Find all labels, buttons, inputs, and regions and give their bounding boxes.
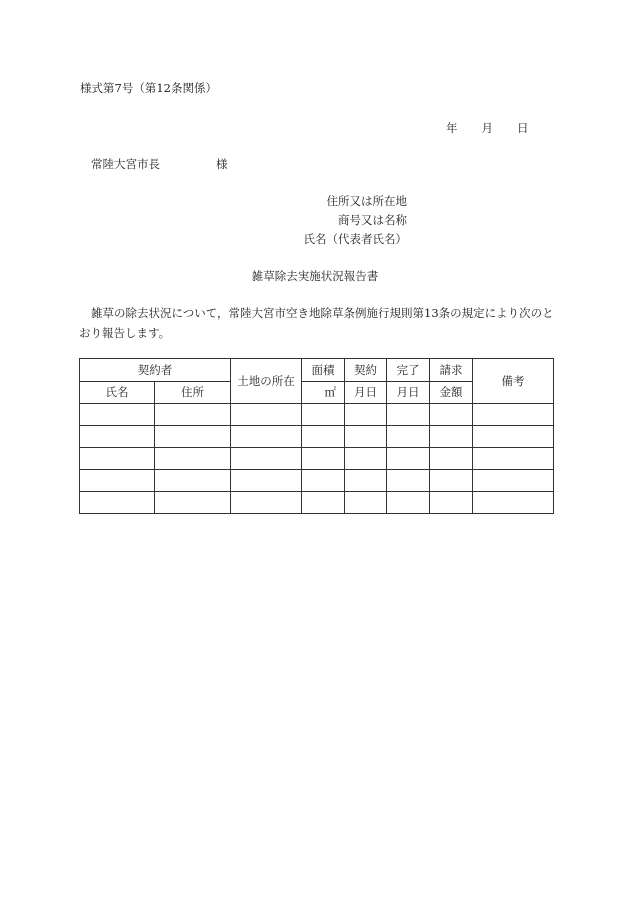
table-cell[interactable] bbox=[231, 404, 302, 426]
header-area: 面積 bbox=[302, 359, 345, 382]
table-cell[interactable] bbox=[345, 492, 387, 514]
table-cell[interactable] bbox=[155, 404, 231, 426]
table-cell[interactable] bbox=[231, 492, 302, 514]
table-cell[interactable] bbox=[302, 426, 345, 448]
table-cell[interactable] bbox=[430, 426, 473, 448]
header-billing-bottom: 金額 bbox=[430, 381, 473, 404]
table-cell[interactable] bbox=[387, 492, 430, 514]
table-cell[interactable] bbox=[430, 404, 473, 426]
table-cell[interactable] bbox=[302, 492, 345, 514]
table-row bbox=[80, 470, 554, 492]
date-line bbox=[446, 120, 529, 136]
report-table bbox=[79, 358, 554, 514]
document-title: 雑草除去実施状況報告書 bbox=[251, 269, 379, 283]
date-year: 年 bbox=[446, 121, 458, 135]
table-cell[interactable] bbox=[231, 470, 302, 492]
table-row bbox=[80, 404, 554, 426]
header-address: 住所 bbox=[155, 381, 231, 404]
header-complete-bottom: 月日 bbox=[387, 381, 430, 404]
header-contract-bottom: 月日 bbox=[345, 381, 387, 404]
table-row bbox=[80, 426, 554, 448]
table-cell[interactable] bbox=[473, 448, 554, 470]
header-area-unit: ㎡ bbox=[302, 381, 345, 404]
table-cell[interactable] bbox=[473, 404, 554, 426]
table-cell[interactable] bbox=[80, 404, 155, 426]
header-contract-top: 契約 bbox=[345, 359, 387, 382]
header-contractor: 契約者 bbox=[80, 359, 231, 382]
table-cell[interactable] bbox=[430, 492, 473, 514]
table-cell[interactable] bbox=[80, 492, 155, 514]
table-cell[interactable] bbox=[473, 470, 554, 492]
table-cell[interactable] bbox=[387, 448, 430, 470]
form-number-label: 様式第7号（第12条関係） bbox=[80, 81, 217, 95]
table-cell[interactable] bbox=[155, 426, 231, 448]
table-cell[interactable] bbox=[430, 448, 473, 470]
table-cell[interactable] bbox=[345, 426, 387, 448]
addressee-honorific: 様 bbox=[216, 157, 228, 171]
table-cell[interactable] bbox=[387, 470, 430, 492]
table-cell[interactable] bbox=[345, 470, 387, 492]
body-paragraph: 雑草の除去状況について，常陸大宮市空き地除草条例施行規則第13条の規定により次のとおり報告します。 bbox=[79, 306, 554, 340]
table-cell[interactable] bbox=[80, 470, 155, 492]
table-cell[interactable] bbox=[155, 492, 231, 514]
header-billing-top: 請求 bbox=[430, 359, 473, 382]
table-cell[interactable] bbox=[345, 448, 387, 470]
addressee bbox=[91, 156, 228, 172]
table-cell[interactable] bbox=[473, 426, 554, 448]
table-header-row-1 bbox=[80, 359, 554, 382]
table-cell[interactable] bbox=[302, 448, 345, 470]
table-cell[interactable] bbox=[430, 470, 473, 492]
table-cell[interactable] bbox=[387, 426, 430, 448]
header-remarks: 備考 bbox=[473, 359, 554, 404]
table-cell[interactable] bbox=[473, 492, 554, 514]
signature-trade-name-label: 商号又は名称 bbox=[338, 213, 407, 227]
table-cell[interactable] bbox=[387, 404, 430, 426]
table-cell[interactable] bbox=[231, 448, 302, 470]
table-cell[interactable] bbox=[80, 448, 155, 470]
table-cell[interactable] bbox=[231, 426, 302, 448]
date-month: 月 bbox=[481, 121, 493, 135]
table-cell[interactable] bbox=[345, 404, 387, 426]
addressee-name: 常陸大宮市長 bbox=[91, 157, 160, 171]
signature-address-label: 住所又は所在地 bbox=[326, 194, 407, 208]
table-row bbox=[80, 492, 554, 514]
table-row bbox=[80, 448, 554, 470]
header-land-location: 土地の所在 bbox=[231, 359, 302, 404]
signature-name-label: 氏名（代表者氏名） bbox=[303, 232, 407, 246]
date-day: 日 bbox=[517, 121, 529, 135]
table-cell[interactable] bbox=[302, 470, 345, 492]
table-cell[interactable] bbox=[155, 448, 231, 470]
table-cell[interactable] bbox=[302, 404, 345, 426]
table-cell[interactable] bbox=[155, 470, 231, 492]
table-cell[interactable] bbox=[80, 426, 155, 448]
header-complete-top: 完了 bbox=[387, 359, 430, 382]
header-name: 氏名 bbox=[80, 381, 155, 404]
